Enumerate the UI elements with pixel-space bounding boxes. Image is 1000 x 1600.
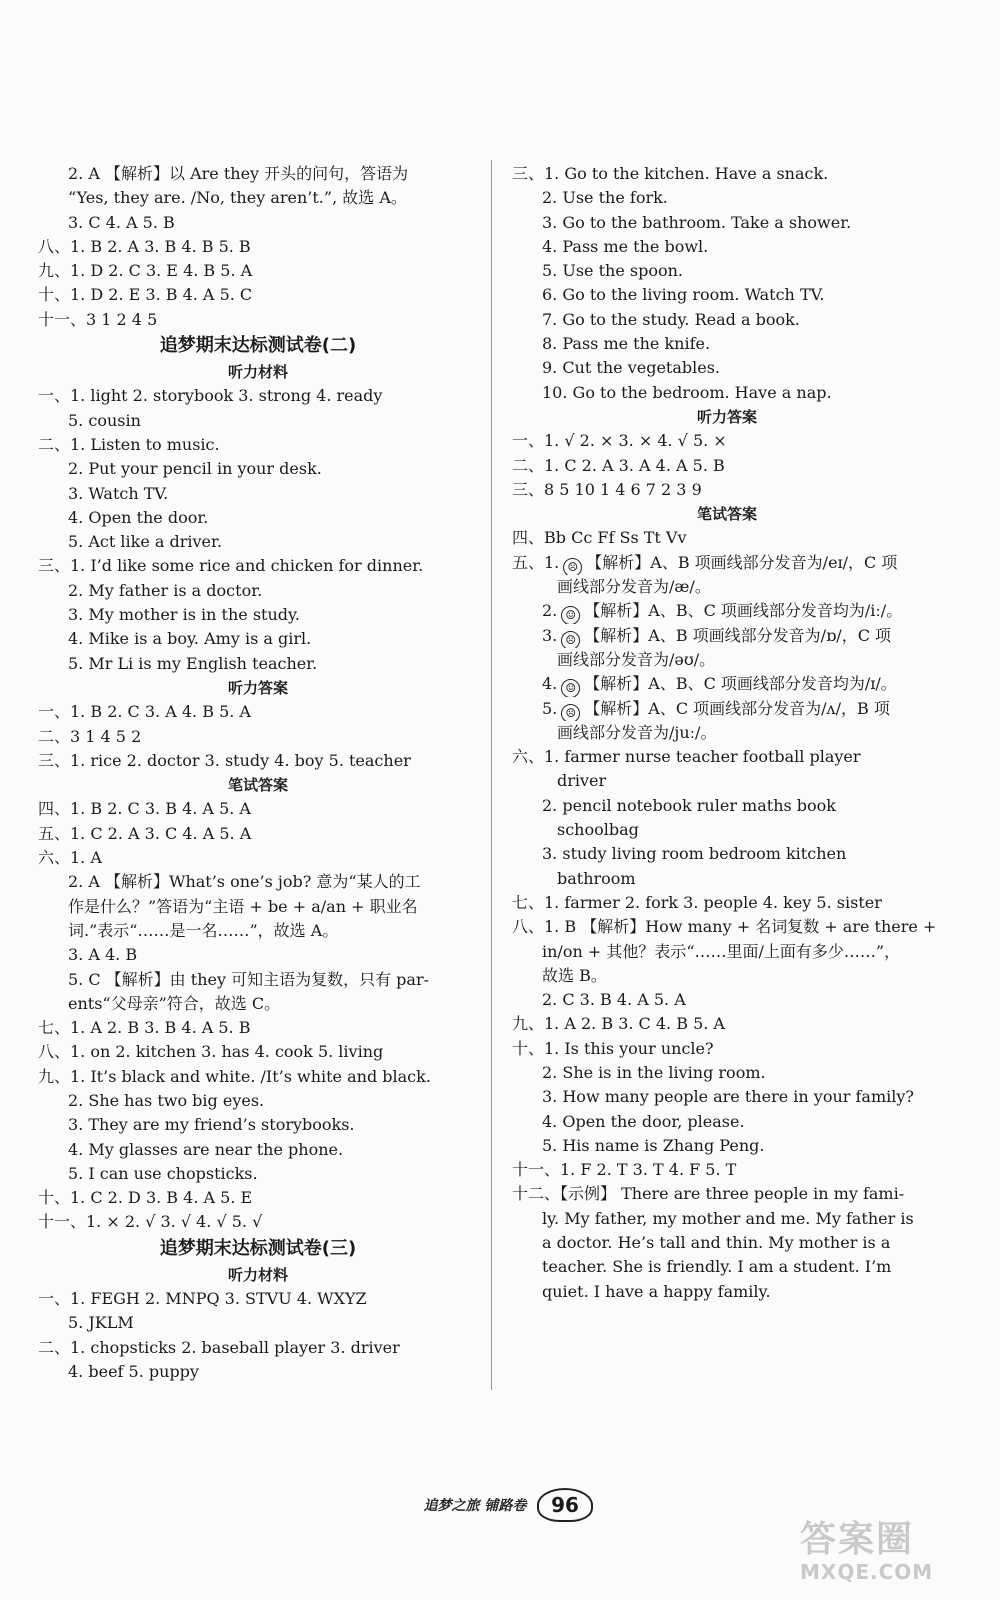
answer-line: 4. Open the door, please. [542,1111,745,1131]
answer-line: 十二、【示例】 There are three people in my fami- [512,1184,905,1204]
answer-line: 五、1. C 2. A 3. C 4. A 5. A [38,823,252,843]
answer-line: 5. C 【解析】由 they 可知主语为复数，只有 par- [68,969,430,989]
answer-line: 2. C 3. B 4. A 5. A [542,990,686,1010]
answer-line: 三、1. rice 2. doctor 3. study 4. boy 5. teacher [38,750,411,770]
watermark-cn: 答案圈 [800,1519,915,1560]
answer-line: 六、1. A [38,848,102,868]
answer-line: 一、1. √ 2. × 3. × 4. √ 5. × [512,431,727,451]
answer-line: 4. Mike is a boy. Amy is a girl. [68,629,312,649]
answer-line: 画线部分发音为/æ/。 [557,577,711,597]
answer-line: 四、1. B 2. C 3. B 4. A 5. A [38,799,251,819]
answer-line: 二、3 1 4 5 2 [38,726,142,746]
answer-line: 3. A 4. B [68,945,138,965]
answer-line: 一、1. light 2. storybook 3. strong 4. ready [38,386,383,406]
answer-line: 3. study living room bedroom kitchen [542,844,847,864]
answer-line: bathroom [557,868,636,888]
left-column [38,162,478,1384]
sad-face-icon: ☹ [561,704,580,721]
answer-line: 画线部分发音为/juː/。 [557,722,717,742]
answer-line: in/on + 其他？表示“……里面/上面有多少……”， [542,941,901,961]
answer-line: teacher. She is friendly. I am a student. I’m [542,1257,892,1277]
answer-line: 2. She is in the living room. [542,1062,766,1082]
answer-line: 9. Cut the vegetables. [542,358,721,378]
answer-line: 一、1. FEGH 2. MNPQ 3. STVU 4. WXYZ [38,1289,367,1309]
answer-line: quiet. I have a happy family. [542,1281,771,1301]
section-title: 追梦期末达标测试卷(三) [159,1237,357,1259]
answer-line: 4. Open the door. [68,507,209,527]
column-divider [491,160,492,1390]
answer-line: 2. She has two big eyes. [68,1090,265,1110]
answer-line: 三、8 5 10 1 4 6 7 2 3 9 [512,479,702,499]
answer-line: 六、1. farmer nurse teacher football player [512,747,861,767]
answer-line: 三、1. Go to the kitchen. Have a snack. [512,164,829,183]
subsection-title: 听力材料 [227,1265,288,1284]
right-column [512,162,942,1304]
answer-line: ents“父母亲”符合，故选 C。 [68,993,281,1013]
subsection-title: 笔试答案 [696,505,757,524]
answer-line: 2. A 【解析】以 Are they 开头的问句，答语为 [68,164,409,183]
answer-line: 2. pencil notebook ruler maths book [542,795,836,815]
answer-line: 3. They are my friend’s storybooks. [68,1115,355,1135]
answer-line: 10. Go to the bedroom. Have a nap. [542,382,832,402]
answer-line: 4. Pass me the bowl. [542,236,709,256]
item-number: 5. [542,698,558,718]
answer-line: 2. Use the fork. [542,188,668,208]
answer-line: schoolbag [557,820,639,840]
section-title: 追梦期末达标测试卷(二) [159,335,357,357]
answer-line: 十一、1. F 2. T 3. T 4. F 5. T [512,1160,737,1180]
answer-line: 九、1. D 2. C 3. E 4. B 5. A [38,261,253,281]
subsection-title: 听力答案 [696,407,757,426]
sad-face-icon: ☹ [563,558,582,575]
answer-line: 七、1. A 2. B 3. B 4. A 5. B [38,1018,251,1038]
answer-line: 3. How many people are there in your family? [542,1087,914,1107]
answer-line: 二、1. C 2. A 3. A 4. A 5. B [512,455,725,475]
answer-line: 5. Mr Li is my English teacher. [68,653,318,673]
watermark [800,1520,980,1590]
item-number: 4. [542,674,558,694]
subsection-title: 笔试答案 [227,776,288,795]
answer-line: 7. Go to the study. Read a book. [542,309,800,329]
item-number: 五、1. [512,552,560,572]
answer-line: 5. Use the spoon. [542,261,683,281]
answer-line: 6. Go to the living room. Watch TV. [542,285,825,305]
answer-line: 七、1. farmer 2. fork 3. people 4. key 5. sister [512,892,882,912]
answer-line: 十、1. D 2. E 3. B 4. A 5. C [38,285,253,305]
analysis-text: 【解析】A、B 项画线部分发音为/eɪ/，C 项 [586,552,898,572]
answer-line: “Yes, they are. /No, they aren’t.”, 故选 A。 [68,188,407,208]
answer-line: 二、1. Listen to music. [38,434,220,454]
answer-line: 8. Pass me the knife. [542,334,711,354]
analysis-text: 【解析】A、B、C 项画线部分发音均为/iː/。 [584,601,903,621]
smiley-face-icon: ☺ [561,679,580,696]
analysis-text: 【解析】A、B、C 项画线部分发音均为/ɪ/。 [584,674,897,694]
answer-line: 十一、3 1 2 4 5 [38,309,158,329]
answer-line: 一、1. B 2. C 3. A 4. B 5. A [38,702,251,722]
answer-line: 4. beef 5. puppy [68,1361,199,1381]
answer-line: 十、1. C 2. D 3. B 4. A 5. E [38,1188,253,1208]
answer-line: ly. My father, my mother and me. My father is [542,1208,914,1228]
answer-line: 十一、1. × 2. √ 3. √ 4. √ 5. √ [38,1212,263,1232]
answer-line: 四、Bb Cc Ff Ss Tt Vv [512,528,687,548]
answer-line: 作是什么？”答语为“主语 + be + a/an + 职业名 [68,896,418,916]
answer-line: 八、1. on 2. kitchen 3. has 4. cook 5. living [38,1042,384,1062]
answer-line: 5. cousin [68,410,141,430]
answer-line: 3. C 4. A 5. B [68,212,175,232]
answer-line [512,599,942,623]
analysis-text: 【解析】A、C 项画线部分发音为/ʌ/，B 项 [584,698,890,718]
answer-line: 故选 B。 [542,965,607,985]
answer-line [512,697,942,721]
answer-line: 八、1. B 【解析】How many + 名词复数 + are there + [512,917,937,937]
answer-line: 2. Put your pencil in your desk. [68,459,322,479]
watermark-en: MXQE.COM [800,1560,934,1584]
logo-text: 追梦之旅 铺路卷 [423,1498,527,1514]
answer-line: 5. His name is Zhang Peng. [542,1135,765,1155]
item-number: 3. [542,625,558,645]
answer-line: 九、1. It’s black and white. /It’s white and black. [38,1066,431,1086]
answer-line: 5. JKLM [68,1313,134,1333]
answer-line: 三、1. I’d like some rice and chicken for dinner. [38,556,424,576]
answer-line: 二、1. chopsticks 2. baseball player 3. driver [38,1337,400,1357]
answer-line: 画线部分发音为/əʊ/。 [557,649,716,669]
answer-line: 2. A 【解析】What’s one’s job? 意为“某人的工 [68,872,421,892]
answer-line: 5. Act like a driver. [68,532,222,552]
answer-line [512,624,942,648]
answer-line: 3. My mother is in the study. [68,605,300,625]
answer-line: 八、1. B 2. A 3. B 4. B 5. B [38,236,251,256]
subsection-title: 听力材料 [227,363,288,382]
answer-line: 4. My glasses are near the phone. [68,1139,344,1159]
answer-line: 九、1. A 2. B 3. C 4. B 5. A [512,1014,725,1034]
sad-face-icon: ☹ [561,631,580,648]
answer-line: 2. My father is a doctor. [68,580,263,600]
answer-line: 词.”表示“……是一名……”，故选 A。 [68,920,339,940]
answer-line: a doctor. He’s tall and thin. My mother is a [542,1233,891,1253]
answer-line: 十、1. Is this your uncle? [512,1038,714,1058]
item-number: 2. [542,601,558,621]
analysis-text: 【解析】A、B 项画线部分发音为/ɒ/，C 项 [584,625,892,645]
page-number: 96 [537,1488,593,1522]
smiley-face-icon: ☺ [561,606,580,623]
answer-line: 3. Go to the bathroom. Take a shower. [542,212,852,232]
subsection-title: 听力答案 [227,678,288,697]
answer-line: driver [557,771,607,791]
answer-line [512,551,942,575]
answer-line: 5. I can use chopsticks. [68,1163,258,1183]
answer-line: 3. Watch TV. [68,483,169,503]
answer-line [512,672,942,696]
